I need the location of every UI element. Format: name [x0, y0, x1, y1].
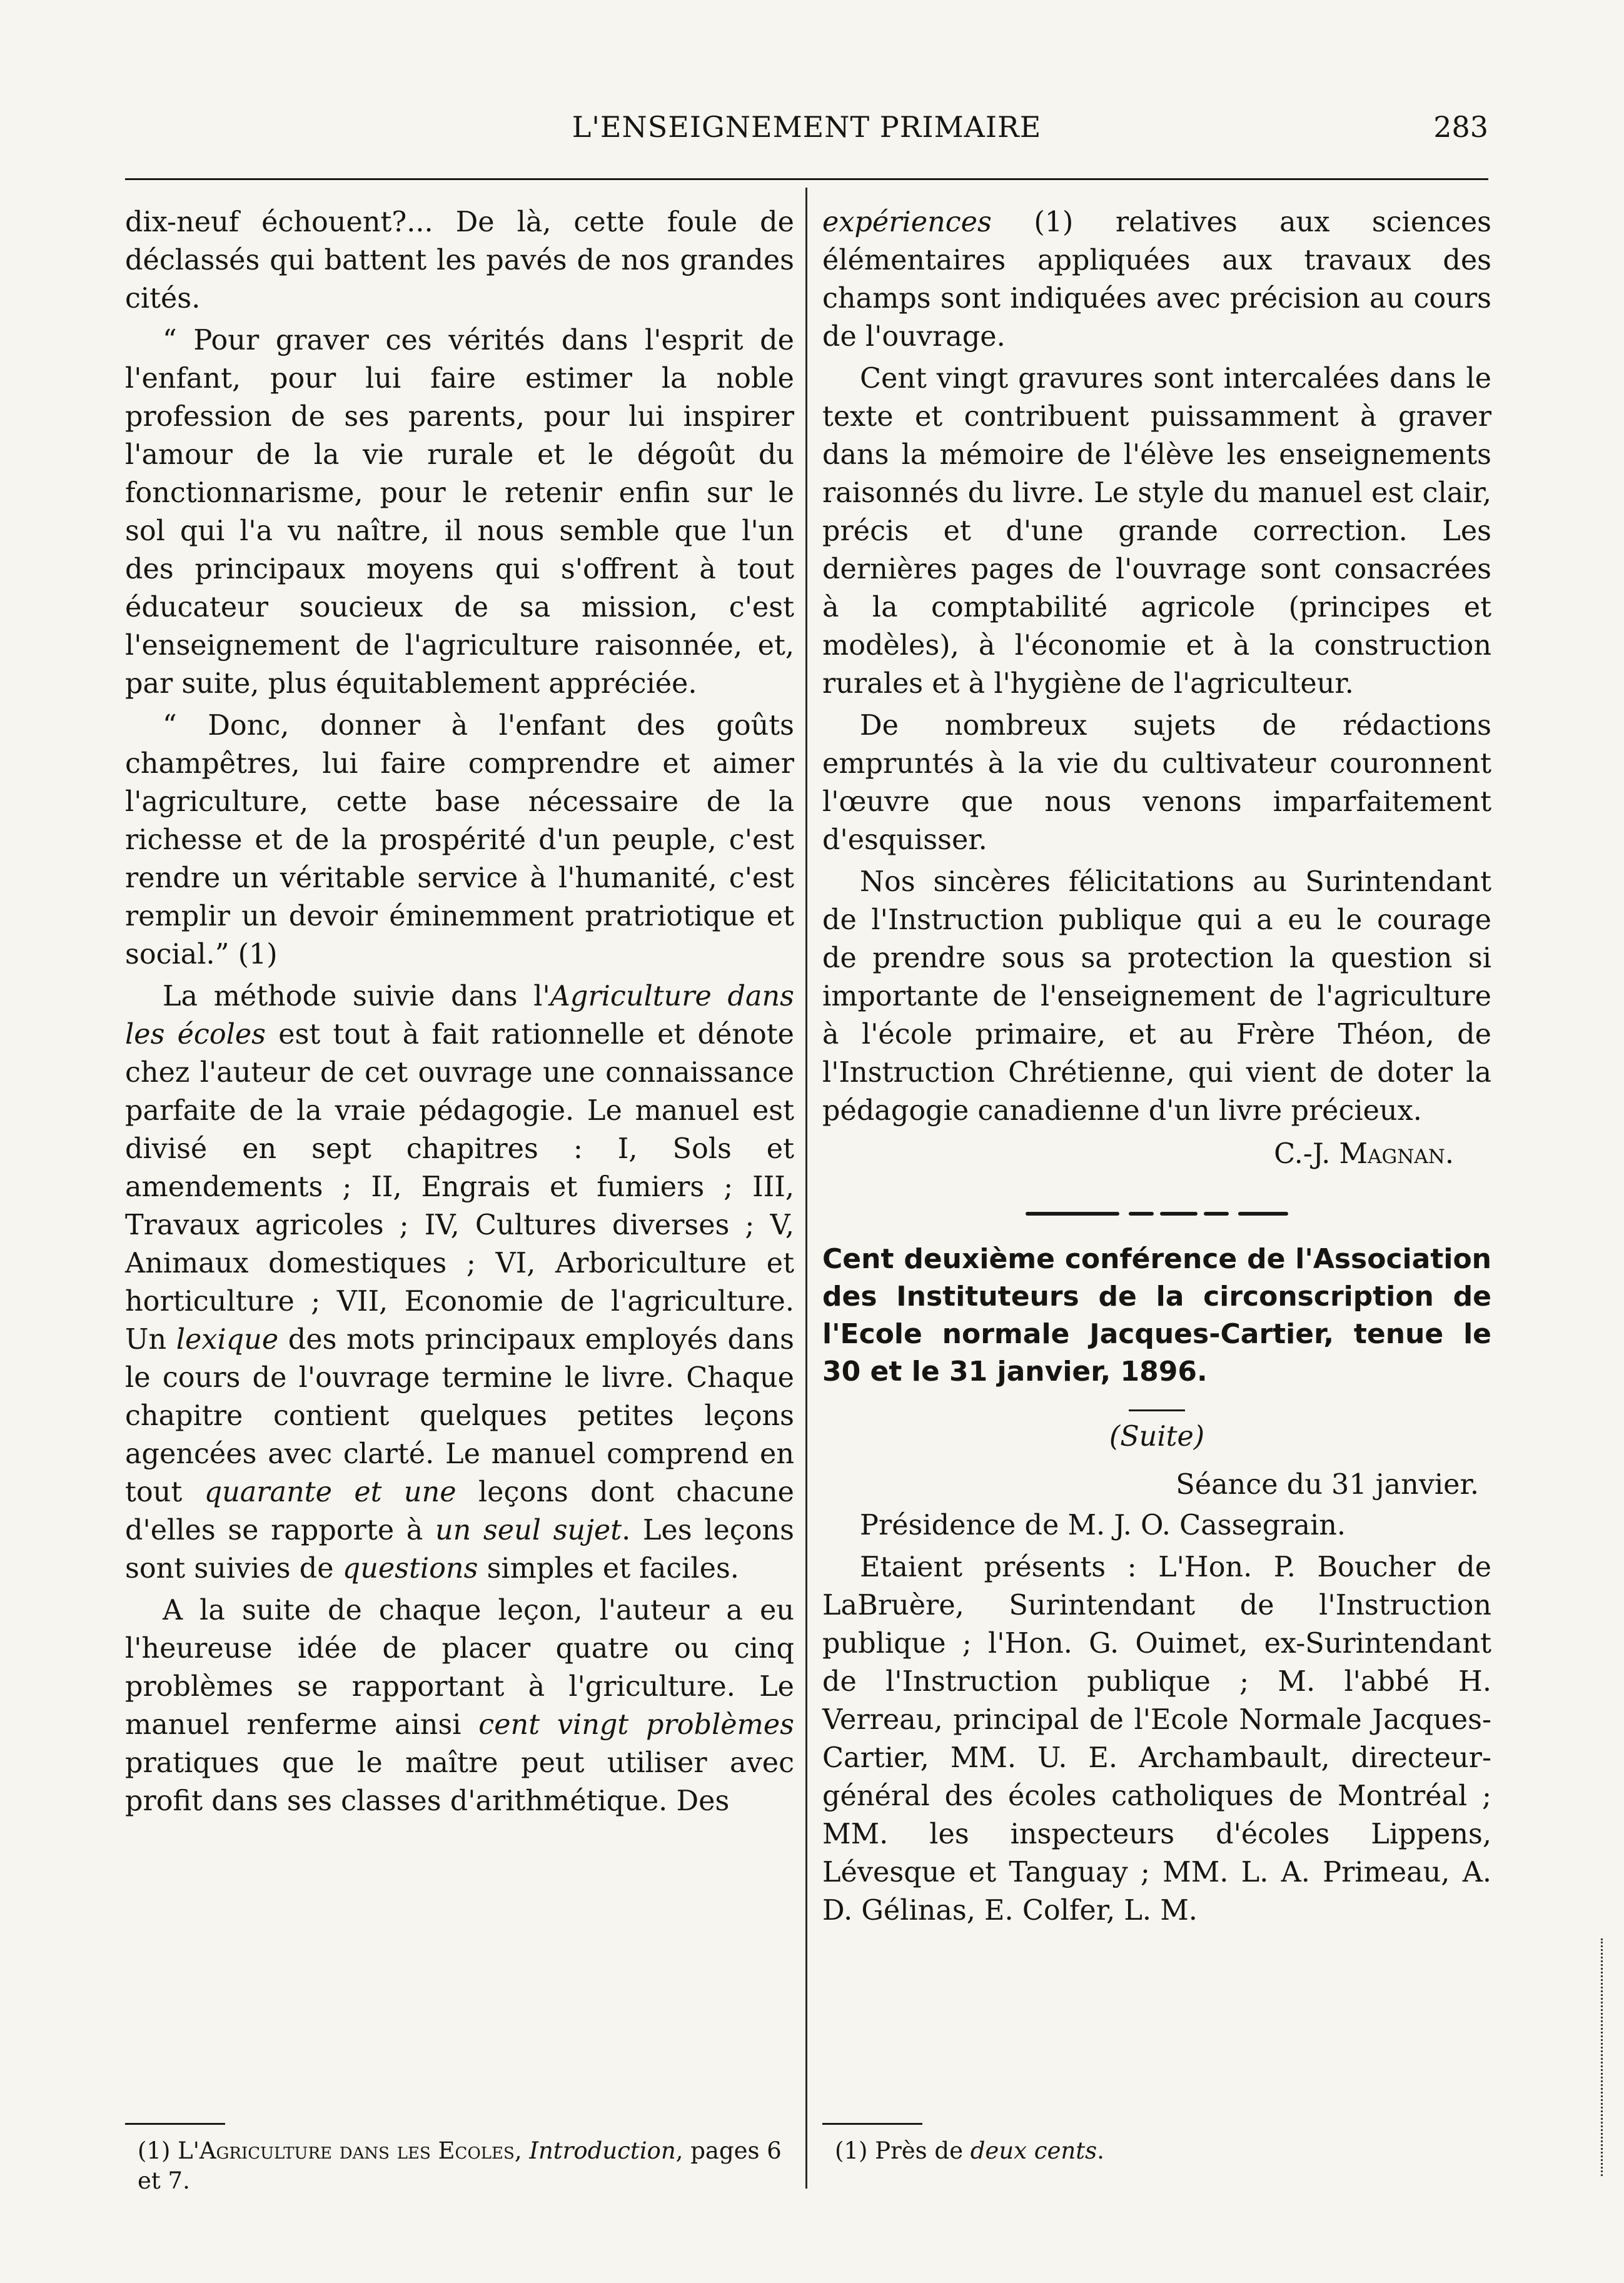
emphasis: cent vingt problèmes [478, 1709, 795, 1741]
suite-label: (Suite) [1109, 1421, 1205, 1453]
ornament-rule [1026, 1211, 1288, 1217]
text-run: (1) relatives aux sciences élémentaires appliquées aux travaux des champs sont indiquées avec précision au cours de l'ouvrage. [822, 206, 1491, 353]
page-number: 283 [1433, 110, 1488, 144]
emphasis: quarante et une [204, 1476, 456, 1508]
paragraph: Cent vingt gravures sont intercalées dans le texte et contribuent puissamment à graver dans la mémoire de l'élève les enseignements raisonnés du livre. Le style du manuel est clair, précis et d'une grande correction. Les dernières pages de l'ouvrage sont consacrées à la comptabilité agricole (principes et modèles), à l'économie et à la construction rurales et à l'hygiène de l'agriculteur. [822, 363, 1491, 700]
paragraph [822, 203, 1491, 356]
footnote-rule [125, 2123, 225, 2125]
paragraph: “ Pour graver ces vérités dans l'esprit de l'enfant, pour lui faire estimer la noble profession de ses parents, pour lui inspirer l'amour de la vie rurale et le dégoût du fonctionnarisme, pour le retenir enfin sur le sol qui l'a vu naître, il nous semble que l'un des principaux moyens qui s'offrent à tout éducateur soucieux de sa mission, c'est l'enseignement de l'agriculture raisonnée, et, par suite, plus équitablement appréciée. [125, 325, 794, 700]
section-heading: Cent deuxième conférence de l'Association des Instituteurs de la circonscription de l'Ecole normale Jacques-Cartier, tenue le 30 et le 31 janvier, 1896. [822, 1243, 1491, 1388]
page-header [125, 94, 1488, 163]
text-run: La méthode suivie dans l' [163, 980, 550, 1012]
text-run: (1) Près de [835, 2137, 971, 2164]
text-run: leçons dont chacune d'elles se rapporte à [125, 1476, 794, 1546]
text-run: pratiques que le maître peut utiliser avec profit dans ses classes d'arithmétique. Des [125, 1747, 794, 1817]
right-column [822, 203, 1491, 1933]
emphasis: un seul sujet [435, 1514, 622, 1546]
emphasis: deux cents [970, 2137, 1097, 2164]
session-date: Séance du 31 janvier. [1176, 1469, 1479, 1501]
text-run: , [514, 2137, 530, 2164]
paragraph: Présidence de M. J. O. Cassegrain. [860, 1509, 1346, 1541]
column-divider [805, 188, 807, 2189]
text-run: . [1097, 2137, 1104, 2164]
running-title: L'ENSEIGNEMENT PRIMAIRE [572, 110, 1042, 144]
header-rule [125, 178, 1488, 180]
text-run: des mots principaux employés dans le cours de l'ouvrage termine le livre. Chaque chapitre contient quelques petites leçons agencées avec clarté. Le manuel comprend en tout [125, 1324, 794, 1508]
footnote-marker: (1) [138, 2137, 178, 2164]
margin-marks [1601, 1938, 1609, 2176]
emphasis: questions [342, 1553, 478, 1585]
book-title: Agriculture dans les écoles [125, 980, 795, 1051]
paragraph [125, 1591, 794, 1820]
footnote-right [822, 2123, 1491, 2166]
text-run: . Les leçons sont suivies de [125, 1514, 795, 1585]
left-column [125, 203, 794, 1824]
author-signature: C.-J. Magnan. [1274, 1138, 1454, 1170]
footnote-rule [822, 2123, 922, 2125]
paragraph: “ Donc, donner à l'enfant des goûts champêtres, lui faire comprendre et aimer l'agriculture, cette base nécessaire de la richesse et de la prospérité d'un peuple, c'est rendre un véritable service à l'humanité, c'est remplir un devoir éminemment pratriotique et social.” (1) [125, 710, 794, 970]
emphasis: lexique [176, 1324, 279, 1356]
text-run: , pages 6 et 7. [138, 2137, 782, 2194]
text-run: A la suite de chaque leçon, l'auteur a eu l'heureuse idée de placer quatre ou cinq problèmes se rapportant à l'griculture. Le manuel renferme ainsi [125, 1595, 794, 1741]
footnote-text [822, 2136, 1491, 2166]
paragraph: Etaient présents : L'Hon. P. Boucher de LaBruère, Surintendant de l'Instruction publique ; l'Hon. G. Ouimet, ex-Surintendant de l'Instruction publique ; M. l'abbé H. Verreau, principal de l'Ecole Normale Jacques-Cartier, MM. U. E. Archambault, directeur-général des écoles catholiques de Montréal ; MM. les inspecteurs d'écoles Lippens, Lévesque et Tanguay ; MM. L. A. Primeau, A. D. Gélinas, E. Colfer, L. M. [822, 1551, 1491, 1927]
footnote-left [125, 2123, 794, 2196]
text-run: est tout à fait rationnelle et dénote chez l'auteur de cet ouvrage une connaissance parfaite de la vraie pédagogie. Le manuel est divisé en sept chapitres : I, Sols et amendements ; II, Engrais et fumiers ; III, Travaux agricoles ; IV, Cultures diverses ; V, Animaux domestiques ; VI, Arboriculture et horticulture ; VII, Economie de l'agriculture. Un [125, 1019, 794, 1356]
paragraph: Nos sincères félicitations au Surintendant de l'Instruction publique qui a eu le courage de prendre sous sa protection la question si importante de l'enseignement de l'agriculture à l'école primaire, et au Frère Théon, de l'Instruction Chrétienne, qui vient de doter la pédagogie canadienne d'un livre précieux. [822, 866, 1491, 1127]
emphasis: expériences [822, 206, 992, 238]
text-run: simples et faciles. [478, 1553, 739, 1585]
emphasis: Introduction [529, 2137, 676, 2164]
paragraph: De nombreux sujets de rédactions empruntés à la vie du cultivateur couronnent l'œuvre que nous venons imparfaitement d'esquisser. [822, 710, 1491, 856]
paragraph: dix-neuf échouent?... De là, cette foule de déclassés qui battent les pavés de nos grandes cités. [125, 206, 794, 315]
paragraph [125, 977, 794, 1588]
footnote-text [125, 2136, 794, 2196]
footnote-title: L'Agriculture dans les Ecoles [178, 2137, 515, 2164]
short-rule [1129, 1409, 1185, 1411]
